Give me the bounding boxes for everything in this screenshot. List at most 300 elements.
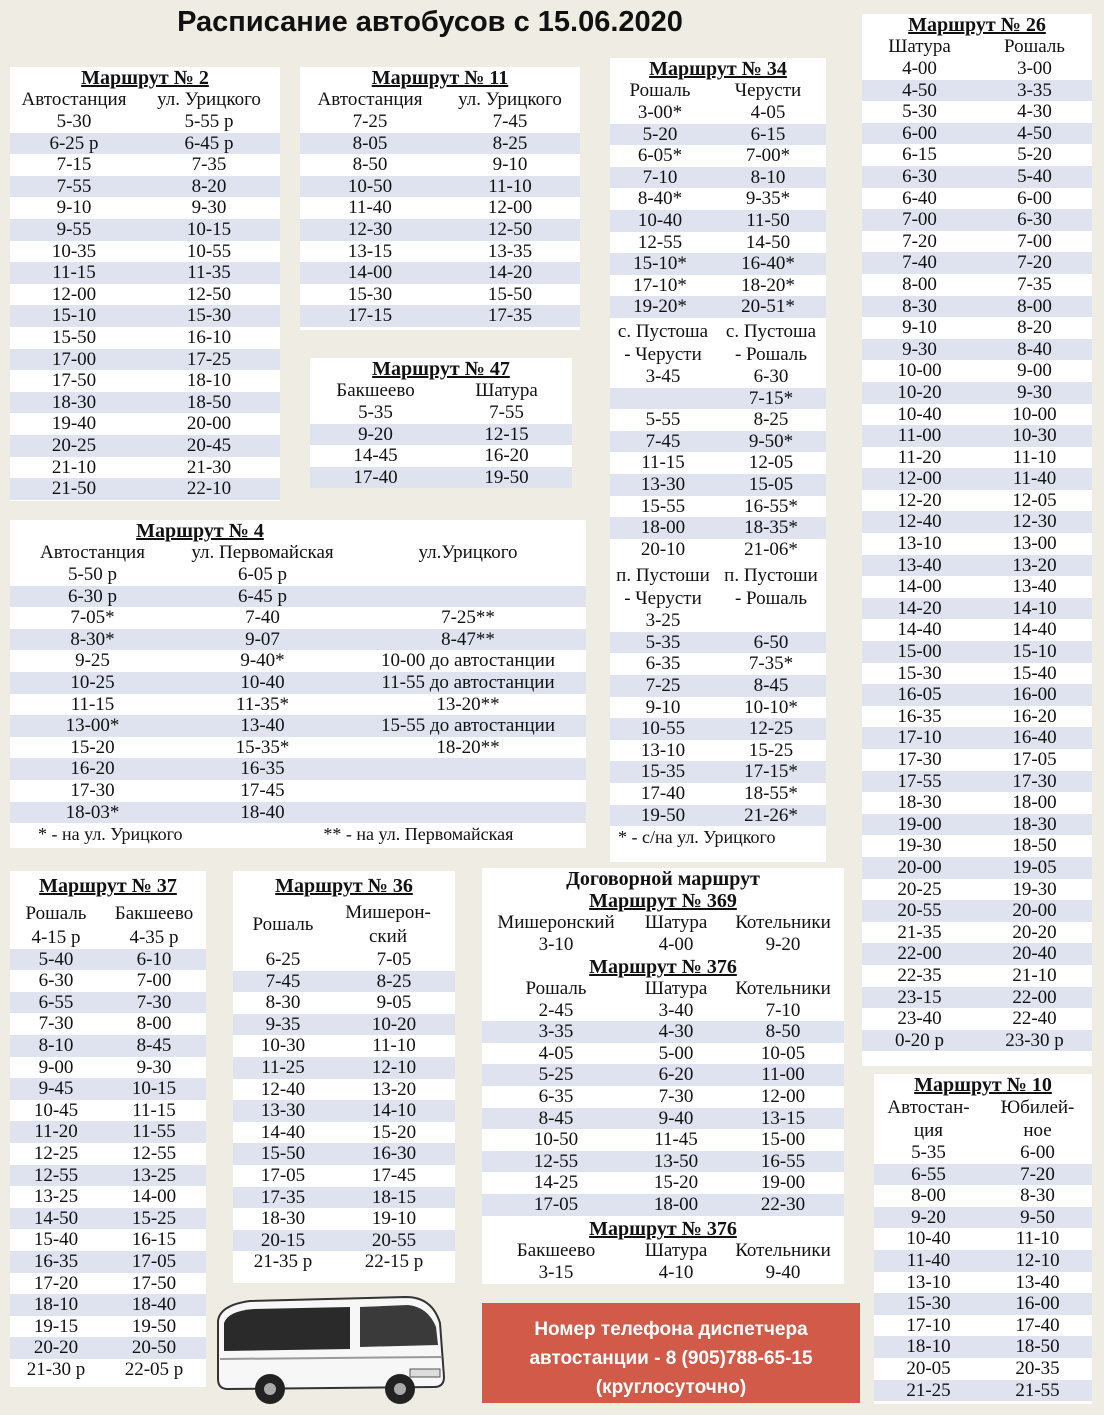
table-cell: 12-00 <box>760 1085 806 1107</box>
table-cell: 20-20 <box>33 1337 79 1359</box>
route-10-heading: Маршрут № 10 <box>914 1074 1052 1096</box>
table-cell: 18-20* <box>741 274 795 296</box>
table-row <box>233 1079 455 1101</box>
table-cell: 23-15 <box>897 986 942 1008</box>
table-row <box>233 971 455 993</box>
col-header-line: ция <box>913 1120 944 1141</box>
table-row <box>10 1165 206 1187</box>
col-header <box>716 564 826 610</box>
table-row <box>482 1194 844 1216</box>
table-cell: 20-50 <box>131 1337 177 1359</box>
col-header: Рошаль <box>25 903 87 924</box>
table-row <box>482 1262 844 1284</box>
table-row <box>300 197 580 219</box>
table-cell: 18-50 <box>1012 835 1057 857</box>
table-cell: 7-00 <box>136 970 172 992</box>
table-cell: 12-20 <box>897 489 942 511</box>
table-cell: 16-30 <box>371 1143 417 1165</box>
table-cell: 18-10 <box>906 1336 951 1358</box>
table-cell: 8-25 <box>492 132 528 154</box>
table-row <box>233 949 455 971</box>
table-row <box>610 124 826 146</box>
table-row <box>862 706 1092 728</box>
table-row <box>10 1316 206 1338</box>
table-cell: 11-10 <box>1015 1228 1060 1250</box>
table-cell: 12-55 <box>33 1164 79 1186</box>
table-row <box>10 992 206 1014</box>
table-cell: 18-00 <box>1012 792 1057 814</box>
table-row <box>862 404 1092 426</box>
table-cell: 6-25 <box>265 949 301 970</box>
table-cell: 20-51* <box>741 296 795 318</box>
table-cell: 9-25 <box>75 650 110 672</box>
table-cell: 7-10 <box>642 166 678 188</box>
table-cell: 8-30 <box>902 295 937 317</box>
table-row <box>874 1315 1092 1337</box>
table-cell: 16-35 <box>33 1250 79 1272</box>
table-cell: 8-40 <box>1017 338 1052 360</box>
table-row <box>10 1100 206 1122</box>
table-cell <box>350 780 586 802</box>
route-4-headers <box>10 542 586 564</box>
table-cell: 5-00 <box>658 1042 694 1064</box>
table-row <box>862 619 1092 641</box>
table-row <box>233 1035 455 1057</box>
table-cell: 10-55 <box>186 240 232 262</box>
table-cell: 6-00 <box>902 122 937 144</box>
table-cell: 12-30 <box>347 218 393 240</box>
table-cell: 4-35 р <box>129 927 179 948</box>
table-cell: 9-35* <box>745 188 791 210</box>
table-cell: 16-00 <box>1015 1293 1060 1315</box>
table-cell: 3-25 <box>645 610 681 632</box>
route-10-headers <box>874 1096 1092 1142</box>
table-row <box>482 1000 844 1022</box>
table-cell: 7-00 <box>902 209 937 231</box>
table-cell: 10-45 <box>33 1099 79 1121</box>
table-cell: 6-05* <box>637 145 683 167</box>
table-cell: 22-00 <box>897 943 942 965</box>
table-cell: 13-15 <box>760 1107 806 1129</box>
table-cell: 12-00 <box>487 197 533 219</box>
col-header: Рошаль <box>1004 36 1065 57</box>
table-cell: 13-50 <box>653 1150 699 1172</box>
table-cell: 10-40 <box>637 209 683 231</box>
table-cell: 6-35 <box>538 1085 574 1107</box>
table-cell: 16-35 <box>240 758 285 780</box>
table-cell: 9-45 <box>38 1078 74 1100</box>
table-row <box>874 1380 1092 1402</box>
table-cell: 17-15 <box>347 305 393 327</box>
table-cell: 6-05 р <box>237 564 288 585</box>
table-row <box>10 1294 206 1316</box>
table-cell: 7-25 <box>645 675 681 697</box>
col-header <box>610 564 716 610</box>
table-cell: 15-55 до автостанции <box>380 715 556 737</box>
table-row <box>610 783 826 805</box>
table-row <box>10 176 280 198</box>
table-cell <box>610 388 716 410</box>
table-cell: 12-40 <box>897 511 942 533</box>
route-37-heading: Маршрут № 37 <box>39 875 177 897</box>
table-cell: 20-15 <box>260 1229 306 1251</box>
table-row <box>862 857 1092 879</box>
table-cell: 18-40 <box>240 801 285 823</box>
table-cell: 12-30 <box>1012 511 1057 533</box>
dispatcher-phone-box <box>482 1303 860 1403</box>
table-cell: 12-40 <box>260 1078 306 1100</box>
table-row <box>10 1359 206 1381</box>
col-header: ул. Урицкого <box>458 89 562 110</box>
table-cell: 16-00 <box>1012 684 1057 706</box>
table-row <box>10 1208 206 1230</box>
table-row <box>862 965 1092 987</box>
col-header: Шатура <box>888 36 951 57</box>
table-row <box>482 1086 844 1108</box>
table-cell: 21-30 р <box>26 1358 86 1380</box>
table-row <box>862 447 1092 469</box>
table-row <box>862 533 1092 555</box>
route-36-headers <box>233 901 455 949</box>
table-row <box>610 452 826 474</box>
table-cell: 15-20 <box>653 1172 699 1194</box>
table-cell: 22-35 <box>897 964 942 986</box>
col-header-line: ное <box>1023 1120 1052 1141</box>
table-row <box>610 253 826 275</box>
table-cell: 20-40 <box>1012 943 1057 965</box>
table-row <box>862 123 1092 145</box>
table-cell: 10-05 <box>760 1042 806 1064</box>
table-row <box>300 241 580 263</box>
table-cell: 15-20 <box>70 736 115 758</box>
table-cell: 8-10 <box>750 166 786 188</box>
table-cell: 17-40 <box>640 783 686 805</box>
table-cell: 16-05 <box>897 684 942 706</box>
table-cell: 7-15* <box>748 387 794 409</box>
route-36-rows <box>233 949 455 1273</box>
route-4-heading: Маршрут № 4 <box>136 520 264 542</box>
table-cell: 11-40 <box>1012 468 1057 490</box>
table-cell: 18-30 <box>1012 813 1057 835</box>
table-cell: 3-35 <box>538 1021 574 1043</box>
table-row <box>610 610 826 632</box>
table-cell: 15-20 <box>371 1121 417 1143</box>
table-cell: 19-15 <box>33 1315 79 1337</box>
route-37-headers <box>10 901 206 927</box>
table-row <box>610 761 826 783</box>
table-row <box>482 1129 844 1151</box>
table-row <box>10 1229 206 1251</box>
table-cell: 6-25 р <box>49 132 99 154</box>
table-cell: 19-30 <box>897 835 942 857</box>
table-row <box>10 111 280 133</box>
table-cell: 6-45 р <box>237 585 288 607</box>
table-row <box>10 133 280 155</box>
page-title: Расписание автобусов с 15.06.2020 <box>177 6 683 38</box>
table-cell: 15-30 <box>347 283 393 305</box>
route-4-note2: ** - на ул. Первомайская <box>323 824 514 845</box>
col-header: Мишеронский <box>497 912 615 933</box>
table-row <box>233 1143 455 1165</box>
table-row <box>862 922 1092 944</box>
table-cell: 7-40 <box>902 252 937 274</box>
table-row <box>10 694 586 716</box>
table-cell: 11-55 <box>132 1121 176 1143</box>
route-34-sub2-rows <box>610 610 826 826</box>
route-11-heading: Маршрут № 11 <box>371 67 509 89</box>
col-header <box>874 1096 983 1142</box>
route-4-rows <box>10 564 586 823</box>
table-row <box>874 1293 1092 1315</box>
table-cell: 8-05 <box>352 132 388 154</box>
table-cell: 7-45 <box>645 430 681 452</box>
route-369-rows <box>482 934 844 956</box>
table-row <box>10 970 206 992</box>
table-cell: 5-30 <box>902 101 937 123</box>
table-cell: 12-25 <box>33 1142 79 1164</box>
table-cell: 12-25 <box>748 718 794 740</box>
col-header: ул. Первомайская <box>191 542 334 563</box>
table-cell: 4-15 р <box>31 927 81 948</box>
table-row <box>10 564 586 586</box>
table-row <box>233 1057 455 1079</box>
table-cell: 8-20 <box>191 175 227 197</box>
table-cell: 17-45 <box>371 1164 417 1186</box>
table-cell: 10-35 <box>51 240 97 262</box>
table-row <box>874 1228 1092 1250</box>
table-cell: 4-05 <box>750 102 786 123</box>
table-cell: 11-45 <box>654 1129 698 1151</box>
col-header-line: Автостан- <box>887 1097 970 1118</box>
table-cell: 9-10 <box>902 317 937 339</box>
col-header-line: - Рошаль <box>734 343 808 365</box>
table-row <box>874 1185 1092 1207</box>
table-row <box>862 879 1092 901</box>
table-row <box>610 232 826 254</box>
table-cell: 22-40 <box>1012 1008 1057 1030</box>
col-header: ул. Урицкого <box>157 89 261 110</box>
table-cell: 8-30 <box>1020 1185 1055 1207</box>
table-cell: 9-20 <box>358 423 393 445</box>
table-row <box>610 474 826 496</box>
table-cell: 10-00 <box>897 360 942 382</box>
table-cell: 6-40 <box>902 187 937 209</box>
table-row <box>862 576 1092 598</box>
table-cell: 5-20 <box>1017 144 1052 166</box>
table-cell: 7-00* <box>745 145 791 167</box>
table-cell: 12-05 <box>748 452 794 474</box>
route-2-heading: Маршрут № 2 <box>81 67 209 89</box>
table-cell: 10-50 <box>347 175 393 197</box>
table-row <box>874 1142 1092 1164</box>
table-cell: 4-30 <box>1017 101 1052 123</box>
col-header-line: Юбилей- <box>1000 1097 1075 1118</box>
table-cell: 6-15 <box>750 123 786 145</box>
table-cell: 9-05 <box>376 992 412 1014</box>
table-row <box>862 166 1092 188</box>
table-cell: 14-40 <box>897 619 942 641</box>
table-cell: 15-10* <box>633 253 687 275</box>
table-row <box>10 219 280 241</box>
contract-route-block <box>482 868 844 1284</box>
table-cell: 5-50 р <box>67 564 118 585</box>
table-cell: 12-10 <box>371 1056 417 1078</box>
table-cell: 19-50 <box>640 804 686 826</box>
route-4-notes <box>10 823 586 845</box>
table-cell: 0-20 р <box>894 1029 945 1051</box>
table-cell: 11-20 <box>34 1121 78 1143</box>
table-cell: 18-30 <box>260 1208 306 1230</box>
table-row <box>300 219 580 241</box>
route-34-rows <box>610 102 826 318</box>
table-cell: 10-40 <box>906 1228 951 1250</box>
table-cell: 5-20 <box>642 123 678 145</box>
route-11-rows <box>300 111 580 327</box>
route-34-note: * - с/на ул. Урицкого <box>618 827 776 848</box>
bus-illustration <box>210 1283 450 1411</box>
table-cell: 5-55 р <box>184 111 234 132</box>
table-cell: 7-15 <box>56 154 92 176</box>
route-26-rows <box>862 58 1092 1051</box>
table-cell: 6-00 <box>1017 187 1052 209</box>
table-row <box>862 382 1092 404</box>
col-header <box>716 320 826 366</box>
table-row <box>10 1251 206 1273</box>
table-cell: 18-55* <box>744 783 798 805</box>
table-cell: 17-40 <box>353 466 398 488</box>
table-cell: 3-35 <box>1017 79 1052 101</box>
table-row <box>10 197 280 219</box>
table-cell: 20-10 <box>640 538 686 560</box>
table-cell: 10-40 <box>897 403 942 425</box>
table-row <box>862 598 1092 620</box>
table-cell: 18-20** <box>436 736 500 758</box>
table-cell: 17-05 <box>533 1193 579 1215</box>
table-cell: 20-00 <box>897 856 942 878</box>
table-cell: 11-15 <box>52 262 96 284</box>
table-cell: 18-50 <box>1015 1336 1060 1358</box>
table-cell: 5-30 <box>56 111 92 132</box>
table-cell: 8-20 <box>1017 317 1052 339</box>
table-cell: 3-00 <box>1017 58 1052 79</box>
table-cell: 8-00 <box>911 1185 946 1207</box>
table-cell: 14-25 <box>533 1172 579 1194</box>
table-cell: 11-20 <box>897 446 942 468</box>
table-cell: 14-40 <box>1012 619 1057 641</box>
table-row <box>310 424 572 446</box>
route-4-note1: * - на ул. Урицкого <box>38 824 183 845</box>
table-cell: 9-35 <box>265 1013 301 1035</box>
table-cell: 15-55 <box>640 495 686 517</box>
table-row <box>862 296 1092 318</box>
route-36-heading: Маршрут № 36 <box>275 875 413 897</box>
col-header: Котельники <box>735 1239 831 1261</box>
table-cell: 12-50 <box>186 283 232 305</box>
table-cell: 20-45 <box>186 434 232 456</box>
table-cell: 6-30 р <box>67 585 118 607</box>
table-row <box>610 697 826 719</box>
route-34-heading: Маршрут № 34 <box>649 58 787 80</box>
table-cell: 16-55* <box>744 495 798 517</box>
table-row <box>862 339 1092 361</box>
table-cell: 7-25** <box>441 607 495 629</box>
table-cell: 6-30 <box>38 970 74 992</box>
col-header: Черусти <box>734 80 802 101</box>
table-row <box>10 1121 206 1143</box>
table-cell: 17-50 <box>51 370 97 392</box>
table-cell: 14-00 <box>897 576 942 598</box>
table-cell: 14-40 <box>260 1121 306 1143</box>
table-cell: 17-45 <box>240 779 285 801</box>
table-row <box>862 468 1092 490</box>
table-row <box>610 102 826 124</box>
route-10-rows <box>874 1142 1092 1401</box>
table-cell: 19-10 <box>371 1208 417 1230</box>
table-cell: 5-35 <box>911 1142 946 1163</box>
table-cell: 6-55 <box>911 1163 946 1185</box>
table-cell: 8-45 <box>538 1107 574 1129</box>
table-cell: 3-10 <box>538 934 574 955</box>
table-cell: 15-25 <box>131 1207 177 1229</box>
table-cell: 9-00 <box>38 1056 74 1078</box>
table-cell: 10-50 <box>533 1129 579 1151</box>
col-header: Шатура <box>644 912 708 933</box>
table-cell: 19-30 <box>1012 878 1057 900</box>
table-cell: 7-00 <box>1017 230 1052 252</box>
table-row <box>862 771 1092 793</box>
table-cell: 16-35 <box>897 705 942 727</box>
table-cell: 15-40 <box>1012 662 1057 684</box>
table-cell: 21-55 <box>1015 1379 1060 1401</box>
table-cell: 12-55 <box>131 1142 177 1164</box>
table-cell: 15-50 <box>260 1143 306 1165</box>
table-row <box>610 210 826 232</box>
table-cell: 21-30 <box>186 456 232 478</box>
table-row <box>862 900 1092 922</box>
route-369-heading: Маршрут № 369 <box>589 890 737 912</box>
col-header-line: с. Пустоша <box>725 320 817 342</box>
table-row <box>610 388 826 410</box>
table-cell: 8-00 <box>136 1013 172 1035</box>
table-cell: 19-05 <box>1012 856 1057 878</box>
table-cell: 18-15 <box>371 1186 417 1208</box>
table-row <box>610 653 826 675</box>
table-cell: 11-35* <box>235 693 290 715</box>
table-cell: 6-55 <box>38 991 74 1013</box>
table-cell: 18-00 <box>653 1193 699 1215</box>
table-cell: 15-35 <box>640 761 686 783</box>
table-cell: 3-40 <box>658 999 694 1021</box>
route-47-block <box>310 358 572 488</box>
table-cell: 17-30 <box>1012 770 1057 792</box>
col-header: ул.Урицкого <box>418 542 518 563</box>
table-cell: 21-25 <box>906 1379 951 1401</box>
table-row <box>610 275 826 297</box>
route-2-block <box>10 67 280 501</box>
table-row <box>10 802 586 824</box>
table-cell: 21-35 <box>897 921 942 943</box>
table-row <box>10 262 280 284</box>
table-row <box>862 987 1092 1009</box>
table-row <box>610 539 826 561</box>
table-cell: 11-10 <box>372 1035 416 1057</box>
table-cell: 8-47** <box>441 628 495 650</box>
table-cell: 13-20 <box>371 1078 417 1100</box>
table-cell: 16-55 <box>760 1150 806 1172</box>
table-cell: 16-20 <box>1012 705 1057 727</box>
table-cell: 6-30 <box>902 165 937 187</box>
col-header-line: с. Пустоша <box>617 320 709 342</box>
